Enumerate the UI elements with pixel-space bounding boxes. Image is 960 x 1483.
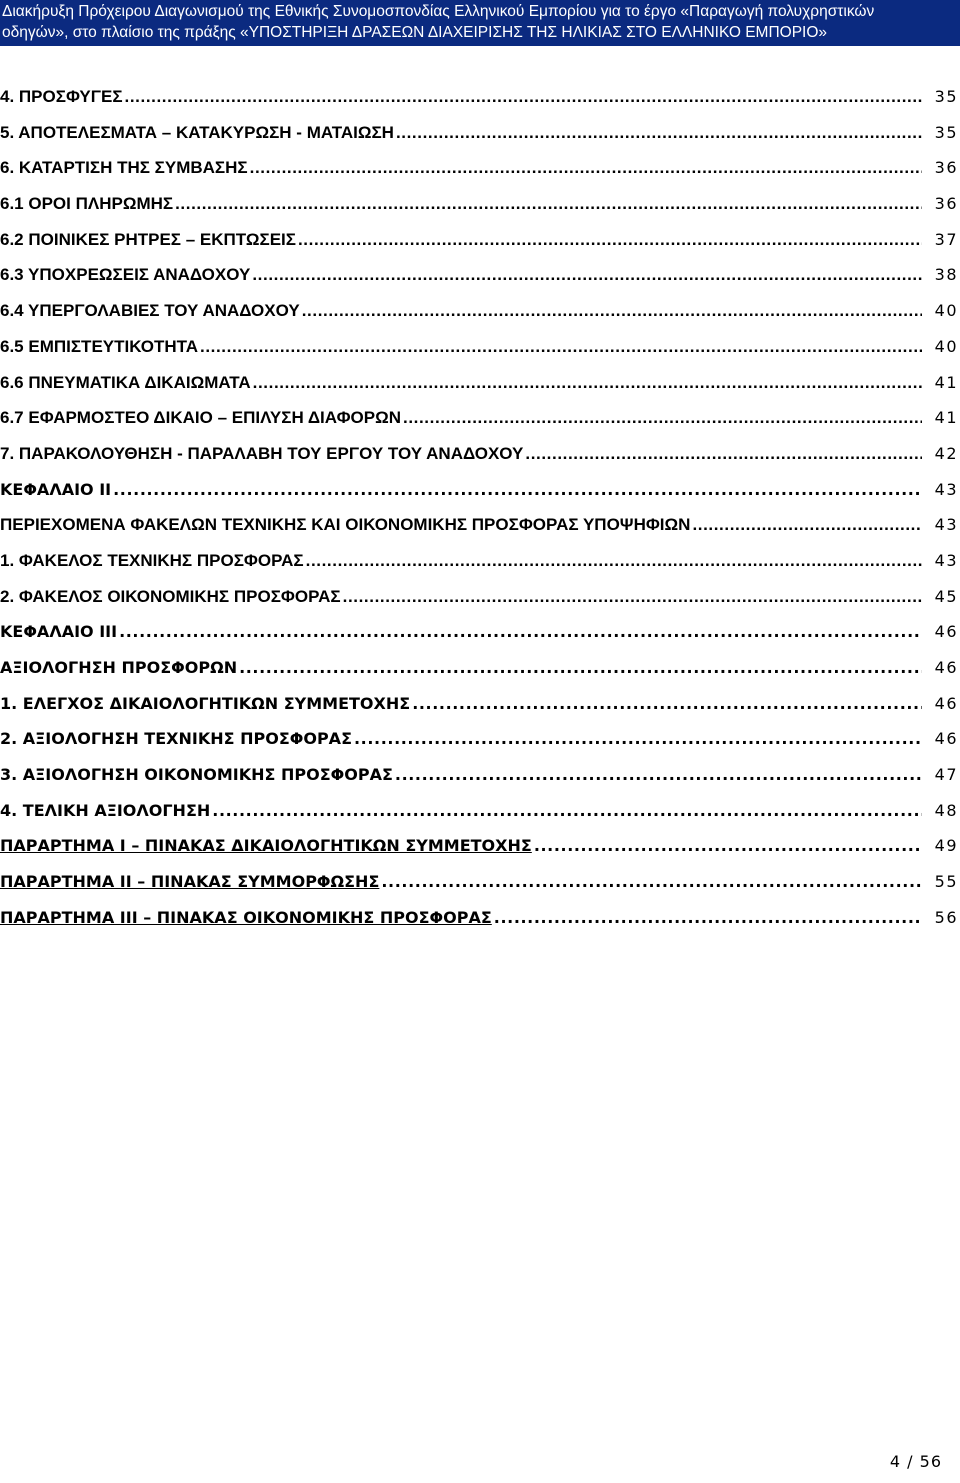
toc-entry-title: 1. ΕΛΕΓΧΟΣ ΔΙΚΑΙΟΛΟΓΗΤΙΚΩΝ ΣΥΜΜΕΤΟΧΗΣ [0,693,411,713]
toc-entry[interactable] [0,257,960,293]
toc-entry[interactable] [0,186,960,222]
toc-entry-title: ΠΑΡΑΡΤΗΜΑ ΙΙΙ – ΠΙΝΑΚΑΣ ΟΙΚΟΝΟΜΙΚΗΣ ΠΡΟΣΦΟΡΑΣ [0,907,492,927]
toc-leader [395,757,922,793]
toc-entry[interactable] [0,365,960,401]
toc-leader [175,186,922,222]
toc-entry-title: ΚΕΦΑΛΑΙΟ ΙΙΙ [0,622,118,642]
header-line-1: Διακήρυξη Πρόχειρου Διαγωνισμού της Εθνικής Συνομοσπονδίας Ελληνικού Εμπορίου για το έργο «Παραγωγή πολυχρηστικών [2,3,875,20]
toc-entry-title: 6.6 ΠΝΕΥΜΑΤΙΚΑ ΔΙΚΑΙΩΜΑΤΑ [0,372,251,392]
toc-leader [534,828,922,864]
toc-entry-page: 47 [934,765,958,785]
document-header [0,0,960,46]
toc-entry[interactable] [0,614,960,650]
toc-entry-page: 55 [934,872,958,892]
toc-leader [113,472,922,508]
toc-entry[interactable] [0,329,960,365]
toc-entry-title: 2. ΑΞΙΟΛΟΓΗΣΗ ΤΕΧΝΙΚΗΣ ΠΡΟΣΦΟΡΑΣ [0,729,352,749]
toc-leader [302,293,922,329]
toc-entry-title: 6.3 ΥΠΟΧΡΕΩΣΕΙΣ ΑΝΑΔΟΧΟΥ [0,265,251,285]
toc-leader [125,79,922,115]
toc-leader [252,257,922,293]
table-of-contents [0,79,960,936]
toc-entry-title: 6.4 ΥΠΕΡΓΟΛΑΒΙΕΣ ΤΟΥ ΑΝΑΔΟΧΟΥ [0,301,300,321]
toc-leader [412,686,922,722]
toc-entry-title: ΠΑΡΑΡΤΗΜΑ ΙΙ – ΠΙΝΑΚΑΣ ΣΥΜΜΟΡΦΩΣΗΣ [0,872,380,892]
toc-leader [306,543,922,579]
toc-entry[interactable] [0,721,960,757]
toc-leader [200,329,922,365]
toc-entry[interactable] [0,150,960,186]
toc-entry[interactable] [0,543,960,579]
toc-entry[interactable] [0,757,960,793]
toc-entry-title: 6.1 ΟΡΟΙ ΠΛΗΡΩΜΗΣ [0,194,174,214]
toc-entry[interactable] [0,900,960,936]
toc-entry[interactable] [0,507,960,543]
toc-leader [250,150,922,186]
header-line-2: οδηγών», στο πλαίσιο της πράξης «ΥΠΟΣΤΗΡΙΞΗ ΔΡΑΣΕΩΝ ΔΙΑΧΕΙΡΙΣΗΣ ΤΗΣ ΗΛΙΚΙΑΣ ΣΤΟ ΕΛΛΗΝΙΚΟ ΕΜΠΟΡΙΟ» [2,24,828,41]
toc-entry-page: 46 [934,622,958,642]
toc-leader [403,400,922,436]
toc-entry-page: 37 [934,229,958,249]
toc-entry-title: 6.5 ΕΜΠΙΣΤΕΥΤΙΚΟΤΗΤΑ [0,336,199,356]
toc-entry[interactable] [0,686,960,722]
toc-entry-page: 38 [934,265,958,285]
toc-entry-title: 5. ΑΠΟΤΕΛΕΣΜΑΤΑ – ΚΑΤΑΚΥΡΩΣΗ - ΜΑΤΑΙΩΣΗ [0,122,394,142]
toc-entry[interactable] [0,79,960,115]
toc-entry[interactable] [0,293,960,329]
toc-entry-page: 56 [934,907,958,927]
toc-entry-page: 46 [934,729,958,749]
toc-entry[interactable] [0,400,960,436]
toc-entry[interactable] [0,436,960,472]
toc-entry-title: 6. ΚΑΤΑΡΤΙΣΗ ΤΗΣ ΣΥΜΒΑΣΗΣ [0,158,248,178]
toc-entry-page: 42 [934,443,958,463]
toc-entry-page: 46 [934,693,958,713]
toc-entry-page: 40 [934,336,958,356]
toc-entry[interactable] [0,579,960,615]
toc-leader [298,222,922,258]
toc-entry-page: 43 [934,515,958,535]
toc-leader [381,864,922,900]
toc-leader [212,793,922,829]
toc-leader [239,650,922,686]
toc-entry-page: 46 [934,658,958,677]
toc-entry[interactable] [0,650,960,686]
toc-leader [343,579,922,615]
toc-leader [119,614,922,650]
toc-leader [354,721,922,757]
toc-leader [396,115,922,151]
toc-entry-title: 6.2 ΠΟΙΝΙΚΕΣ ΡΗΤΡΕΣ – ΕΚΠΤΩΣΕΙΣ [0,229,296,249]
toc-entry-page: 48 [934,800,958,820]
toc-entry-page: 41 [934,372,958,392]
toc-entry-page: 41 [934,408,958,428]
toc-entry-title: ΑΞΙΟΛΟΓΗΣΗ ΠΡΟΣΦΟΡΩΝ [0,658,238,677]
toc-entry-page: 35 [934,87,958,106]
toc-entry[interactable] [0,864,960,900]
toc-leader [253,365,922,401]
toc-leader [692,507,922,543]
toc-entry-title: ΚΕΦΑΛΑΙΟ ΙΙ [0,479,112,499]
toc-entry[interactable] [0,222,960,258]
toc-entry-page: 45 [934,586,958,606]
toc-entry-page: 43 [934,550,958,570]
toc-leader [525,436,922,472]
toc-entry[interactable] [0,793,960,829]
toc-entry-title: ΠΑΡΑΡΤΗΜΑ Ι – ΠΙΝΑΚΑΣ ΔΙΚΑΙΟΛΟΓΗΤΙΚΩΝ ΣΥΜΜΕΤΟΧΗΣ [0,836,532,856]
toc-entry-page: 43 [934,479,958,499]
toc-entry-page: 35 [934,122,958,142]
toc-entry-title: ΠΕΡΙΕΧΟΜΕΝΑ ΦΑΚΕΛΩΝ ΤΕΧΝΙΚΗΣ ΚΑΙ ΟΙΚΟΝΟΜΙΚΗΣ ΠΡΟΣΦΟΡΑΣ ΥΠΟΨΗΦΙΩΝ [0,515,691,535]
toc-entry-title: 4. ΤΕΛΙΚΗ ΑΞΙΟΛΟΓΗΣΗ [0,800,211,820]
toc-entry-page: 36 [934,158,958,178]
toc-entry-title: 6.7 ΕΦΑΡΜΟΣΤΕΟ ΔΙΚΑΙΟ – ΕΠΙΛΥΣΗ ΔΙΑΦΟΡΩΝ [0,408,402,428]
toc-entry[interactable] [0,828,960,864]
toc-entry-title: 3. ΑΞΙΟΛΟΓΗΣΗ ΟΙΚΟΝΟΜΙΚΗΣ ΠΡΟΣΦΟΡΑΣ [0,765,393,785]
toc-leader [494,900,922,936]
toc-entry-page: 36 [934,194,958,214]
toc-entry-page: 49 [934,836,958,856]
toc-entry-title: 4. ΠΡΟΣΦΥΓΕΣ [0,87,123,106]
toc-entry-page: 40 [934,301,958,321]
page-number: 4 / 56 [889,1452,942,1471]
toc-entry-title: 1. ΦΑΚΕΛΟΣ ΤΕΧΝΙΚΗΣ ΠΡΟΣΦΟΡΑΣ [0,550,304,570]
toc-entry-title: 7. ΠΑΡΑΚΟΛΟΥΘΗΣΗ - ΠΑΡΑΛΑΒΗ ΤΟΥ ΕΡΓΟΥ ΤΟΥ ΑΝΑΔΟΧΟΥ [0,443,524,463]
toc-entry[interactable] [0,115,960,151]
toc-entry-title: 2. ΦΑΚΕΛΟΣ ΟΙΚΟΝΟΜΙΚΗΣ ΠΡΟΣΦΟΡΑΣ [0,586,341,606]
toc-entry[interactable] [0,472,960,508]
